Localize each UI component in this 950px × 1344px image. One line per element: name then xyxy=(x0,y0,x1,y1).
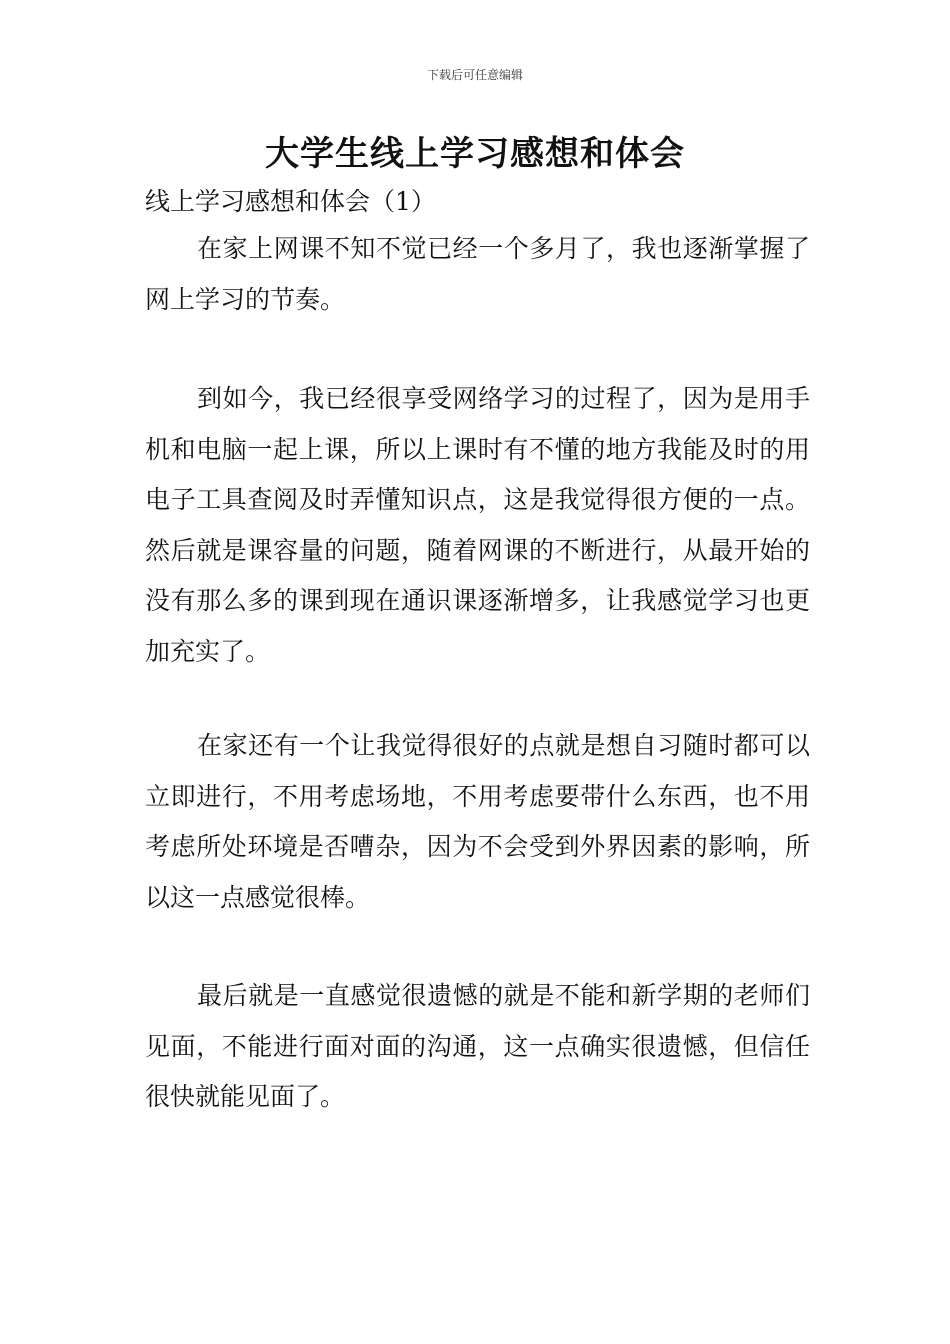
header-note: 下载后可任意编辑 xyxy=(426,68,523,82)
paragraph-1: 在家上网课不知不觉已经一个多月了，我也逐渐掌握了网上学习的节奏。 xyxy=(145,234,810,314)
paragraph-4: 最后就是一直感觉很遗憾的就是不能和新学期的老师们见面，不能进行面对面的沟通，这一点确实很遗憾，但信任很快就能见面了。 xyxy=(145,981,810,1111)
paragraph-2: 到如今，我已经很享受网络学习的过程了，因为是用手机和电脑一起上课，所以上课时有不懂的地方我能及时的用电子工具查阅及时弄懂知识点，这是我觉得很方便的一点。然后就是课容量的问题，随着网课的不断进行，从最开始的没有那么多的课到现在通识课逐渐增多，让我感觉学习也更加充实了。 xyxy=(145,384,810,666)
section-subtitle: 线上学习感想和体会（1） xyxy=(145,187,436,216)
document-title: 大学生线上学习感想和体会 xyxy=(265,134,685,174)
paragraph-3: 在家还有一个让我觉得很好的点就是想自习随时都可以立即进行，不用考虑场地，不用考虑要带什么东西，也不用考虑所处环境是否嘈杂，因为不会受到外界因素的影响，所以这一点感觉很棒。 xyxy=(145,731,810,912)
